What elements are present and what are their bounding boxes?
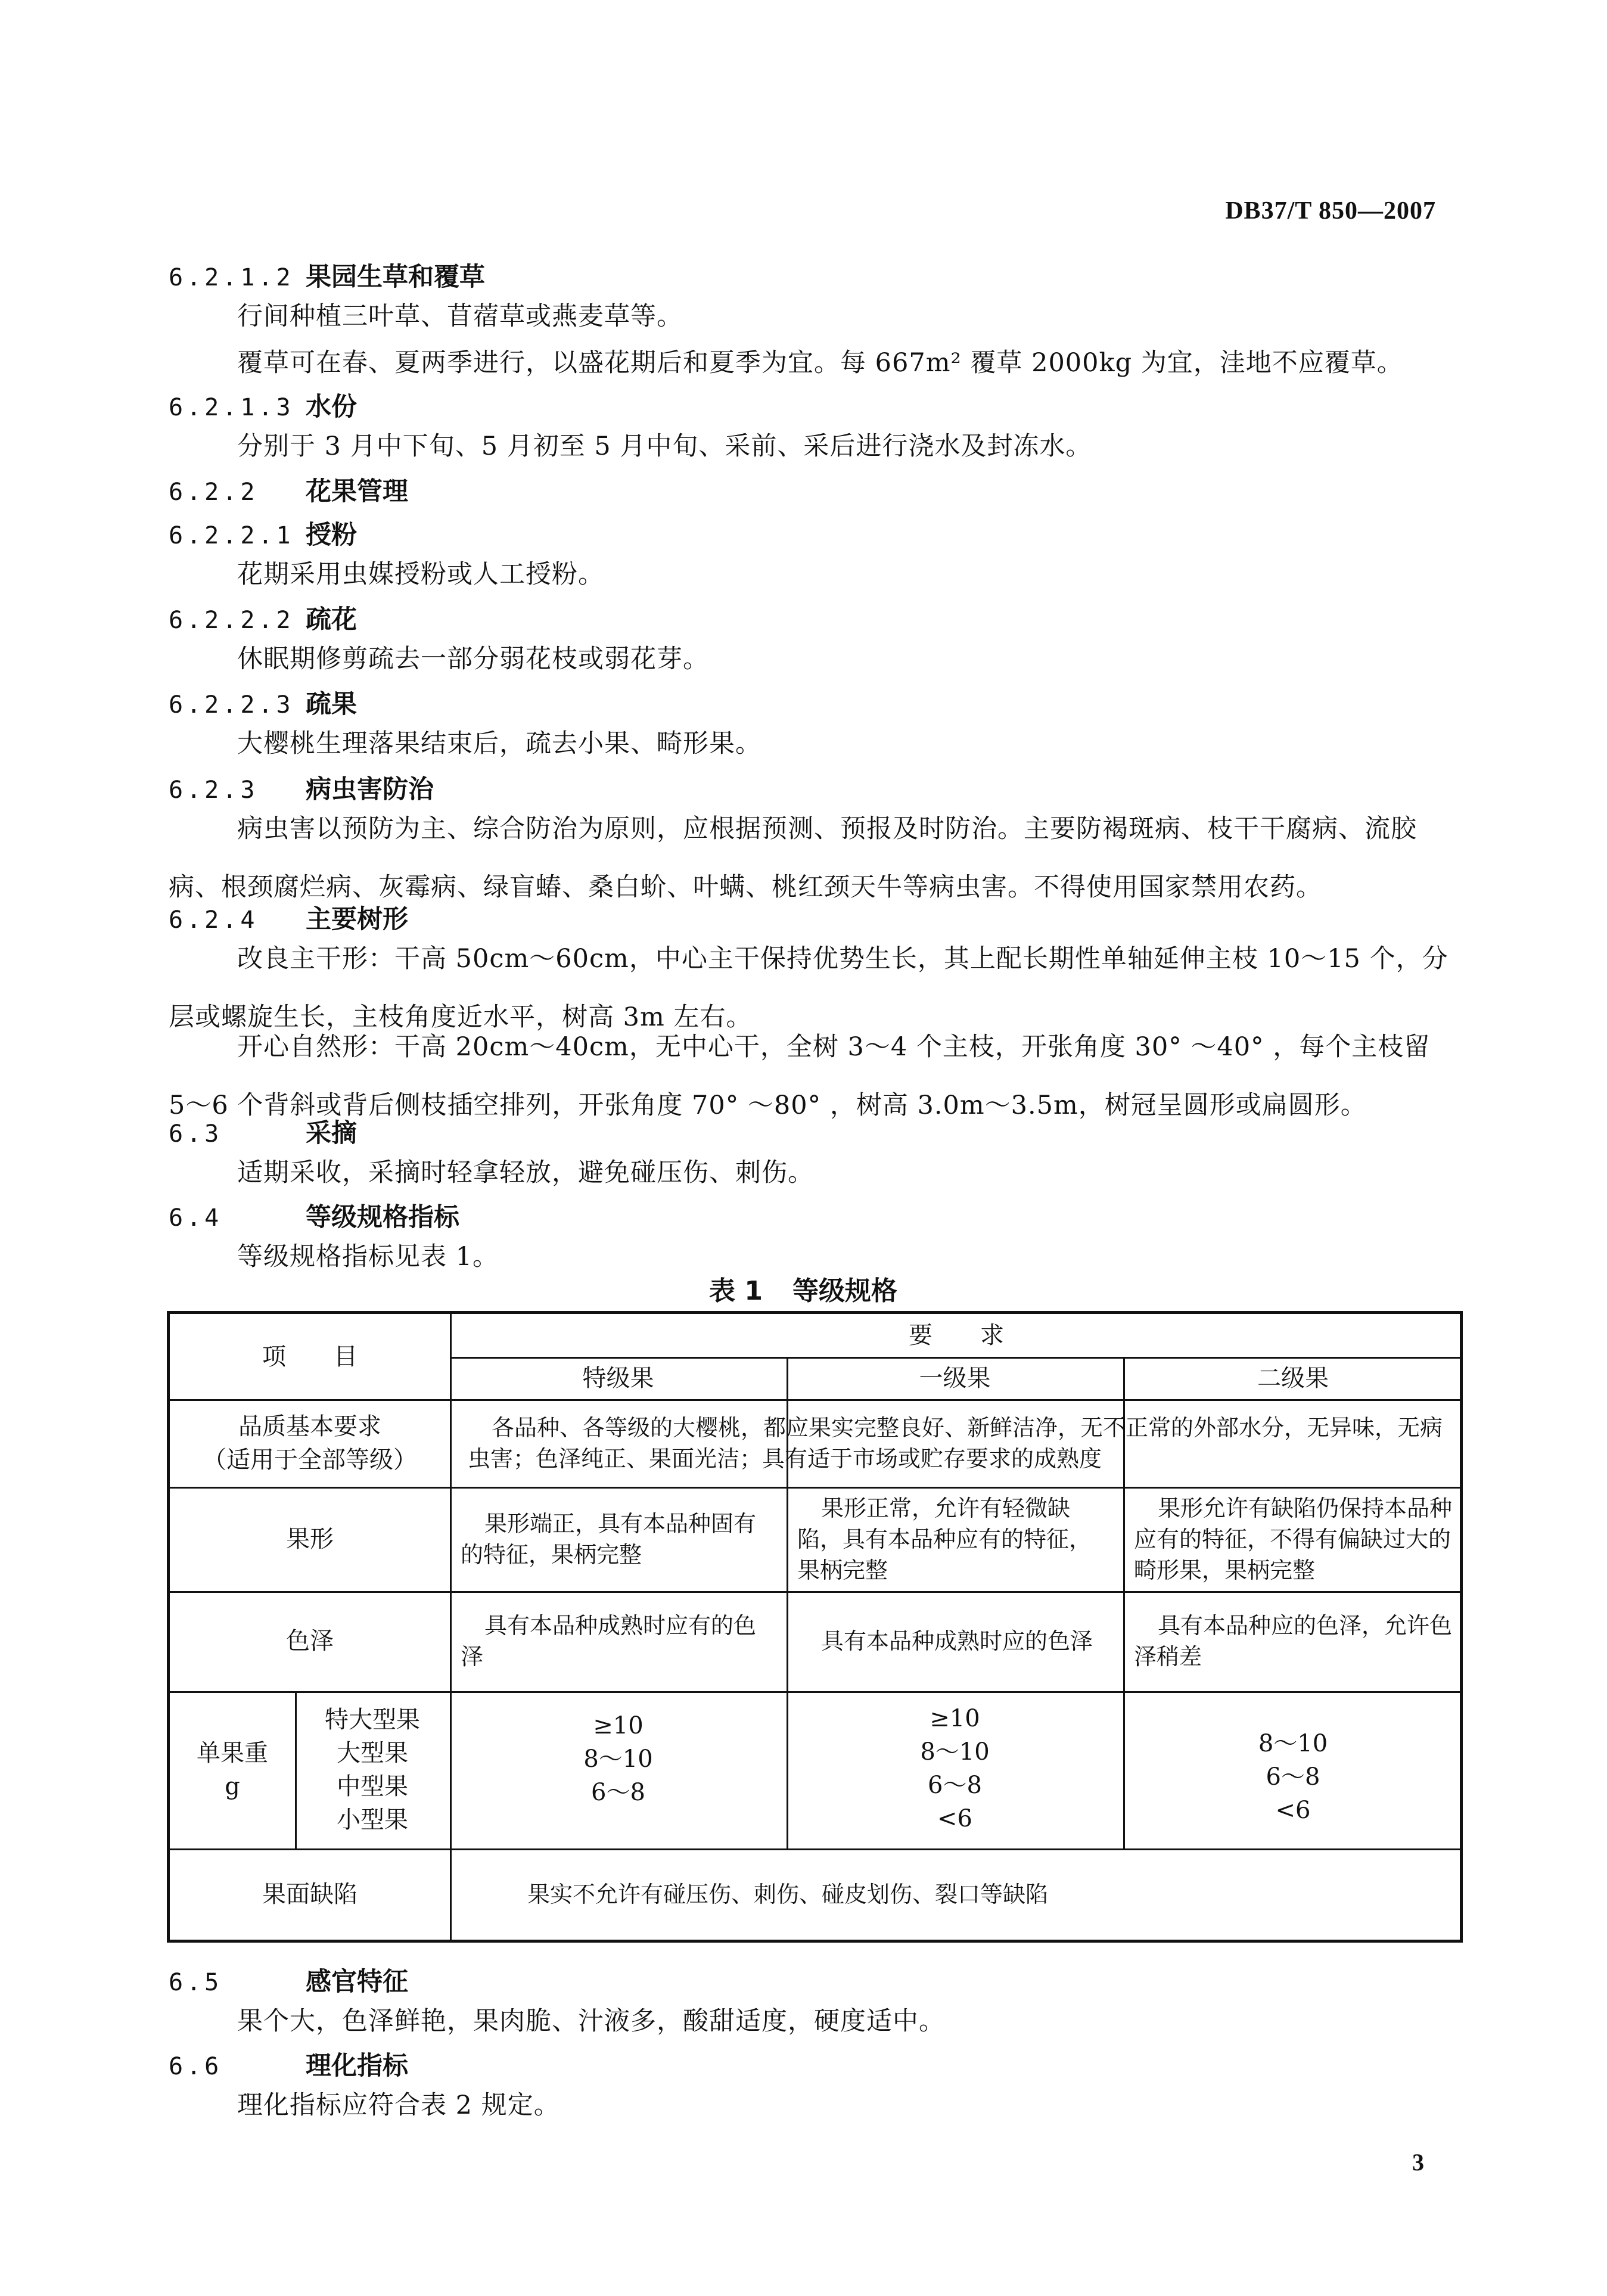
weight-value: 6～8 [1266,1763,1320,1791]
paragraph-grade-reference: 等级规格指标见表 1。 [237,1242,499,1272]
header-item: 项 目 [262,1343,358,1371]
paragraph-pollination: 花期采用虫媒授粉或人工授粉。 [237,560,604,589]
weight-value: 8～10 [1258,1730,1328,1757]
weight-second-stack [1258,1727,1328,1827]
weight-value: 6～8 [928,1772,982,1799]
header-grade-second: 二级果 [1257,1364,1329,1392]
table-caption [709,1269,897,1307]
weight-first-stack [920,1702,989,1835]
weight-value: <6 [937,1805,972,1832]
paragraph-open-center: 开心自然形：干高 20cm～40cm，无中心干，全树 3～4 个主枝，开张角度 30° ～40° ，每个主枝留 5～6 个背斜或背后侧枝插空排列，开张角度 70° ～80° ，树高 3.0m～3.5m，树冠呈圆形或扁圆形。 [169,1032,1431,1120]
defect-label: 果面缺陷 [262,1880,358,1908]
quality-label-line2: （适用于全部等级） [203,1446,417,1474]
section-title: 水份 [306,392,357,422]
defect-text: 果实不允许有碰压伤、刺伤、碰皮划伤、裂口等缺陷 [527,1881,1049,1907]
paragraph-watering: 分别于 3 月中下旬、5 月初至 5 月中旬、采前、采后进行浇水及封冻水。 [237,431,1092,461]
paragraph-improved-leader: 改良主干形：干高 50cm～60cm，中心主干保持优势生长，其上配长期性单轴延伸主枝 10～15 个，分层或螺旋生长，主枝角度近水平，树高 3m 左右。 [169,944,1449,1032]
section-number: 6.6 [169,2053,223,2080]
grade-table [167,1311,1463,1943]
section-title: 理化指标 [306,2051,408,2081]
paragraph-pest-control: 病虫害以预防为主、综合防治为原则，应根据预测、预报及时防治。主要防褐斑病、枝干干腐病、流胶病、根颈腐烂病、灰霉病、绿盲蝽、桑白蚧、叶螨、桃红颈天牛等病虫害。不得使用国家禁用农药。 [169,814,1417,902]
header-grade-special: 特级果 [582,1364,654,1392]
section-number: 6.2.1.2 [169,264,294,291]
weight-special-stack [583,1709,652,1809]
color-special: 具有本品种成熟时应有的色泽 [461,1613,757,1670]
shape-label: 果形 [286,1525,334,1553]
section-title: 疏果 [306,689,357,719]
weight-label [170,1691,295,1848]
section-number: 6.2.2.2 [169,607,294,634]
section-title: 果园生草和覆草 [306,262,485,292]
weight-value: 6～8 [591,1779,645,1806]
quality-text: 各品种、各等级的大樱桃，都应果实完整良好、新鲜洁净，无不正常的外部水分，无异味，无病虫害；色泽纯正、果面光洁；具有适于市场或贮存要求的成熟度 [468,1414,1443,1472]
section-title: 疏花 [306,605,357,635]
shape-second: 果形允许有缺陷仍保持本品种应有的特征，不得有偏缺过大的畸形果，果柄完整 [1134,1495,1453,1583]
weight-label-stack [197,1736,268,1803]
shape-first: 果形正常，允许有轻微缺陷，具有本品种应有的特征，果柄完整 [797,1495,1092,1583]
size-label-stack [325,1703,420,1837]
quality-label [170,1399,450,1487]
section-title: 感官特征 [306,1967,408,1997]
weight-label-line1: 单果重 [197,1739,268,1767]
weight-value: 8～10 [920,1738,990,1766]
weight-value: <6 [1275,1797,1311,1824]
section-number: 6.2.1.3 [169,394,294,421]
weight-value: ≥10 [930,1705,980,1732]
weight-first [787,1691,1123,1848]
paragraph-flower-thinning: 休眠期修剪疏去一部分弱花枝或弱花芽。 [237,644,709,674]
table-title: 等级规格 [792,1276,897,1306]
size-label: 大型果 [337,1739,408,1767]
section-number: 6.5 [169,1969,223,1996]
quality-label-line1: 品质基本要求 [238,1412,381,1440]
section-title: 等级规格指标 [306,1203,459,1232]
paragraph-fruit-thinning: 大樱桃生理落果结束后，疏去小果、畸形果。 [237,729,761,759]
section-number: 6.2.2.1 [169,522,294,549]
section-number: 6.2.2.3 [169,691,294,719]
section-number: 6.4 [169,1204,223,1232]
section-number: 6.2.3 [169,776,259,804]
weight-label-unit: g [225,1773,240,1800]
document-code: DB37/T 850—2007 [1225,197,1436,225]
weight-special [450,1691,787,1848]
shape-special: 果形端正，具有本品种固有的特征，果柄完整 [461,1510,757,1568]
table-number: 表 1 [709,1276,763,1306]
paragraph-mulching: 覆草可在春、夏两季进行，以盛花期后和夏季为宜。每 667m² 覆草 2000kg 为宜，洼地不应覆草。 [237,348,1403,378]
color-first: 具有本品种成熟时应的色泽 [821,1628,1093,1654]
section-title: 采摘 [306,1119,357,1148]
color-second: 具有本品种应的色泽，允许色泽稍差 [1134,1613,1453,1670]
size-label: 小型果 [337,1806,408,1834]
section-number: 6.2.2 [169,479,259,506]
section-title: 花果管理 [306,477,408,507]
size-label: 中型果 [337,1773,408,1800]
paragraph-cover-crops: 行间种植三叶草、苜蓿草或燕麦草等。 [237,302,683,331]
header-grade-first: 一级果 [919,1364,991,1392]
paragraph-harvest: 适期采收，采摘时轻拿轻放，避免碰压伤、刺伤。 [237,1158,814,1188]
paragraph-physicochemical: 理化指标应符合表 2 规定。 [237,2090,560,2120]
paragraph-sensory: 果个大，色泽鲜艳，果肉脆、汁液多，酸甜适度，硬度适中。 [237,2006,945,2036]
weight-second [1123,1691,1463,1848]
size-label: 特大型果 [325,1706,420,1733]
page-number: 3 [1412,2149,1424,2176]
section-title: 授粉 [306,520,357,550]
color-label: 色泽 [286,1627,334,1655]
section-number: 6.3 [169,1120,223,1148]
size-labels [295,1691,450,1848]
section-title: 病虫害防治 [306,775,434,804]
weight-value: ≥10 [593,1712,644,1739]
section-number: 6.2.4 [169,906,259,934]
section-title: 主要树形 [306,905,408,934]
header-requirements: 要 求 [909,1322,1004,1349]
weight-value: 8～10 [583,1745,653,1773]
section-heading-6-2-2 [169,474,408,510]
quality-label-stack [203,1410,417,1477]
